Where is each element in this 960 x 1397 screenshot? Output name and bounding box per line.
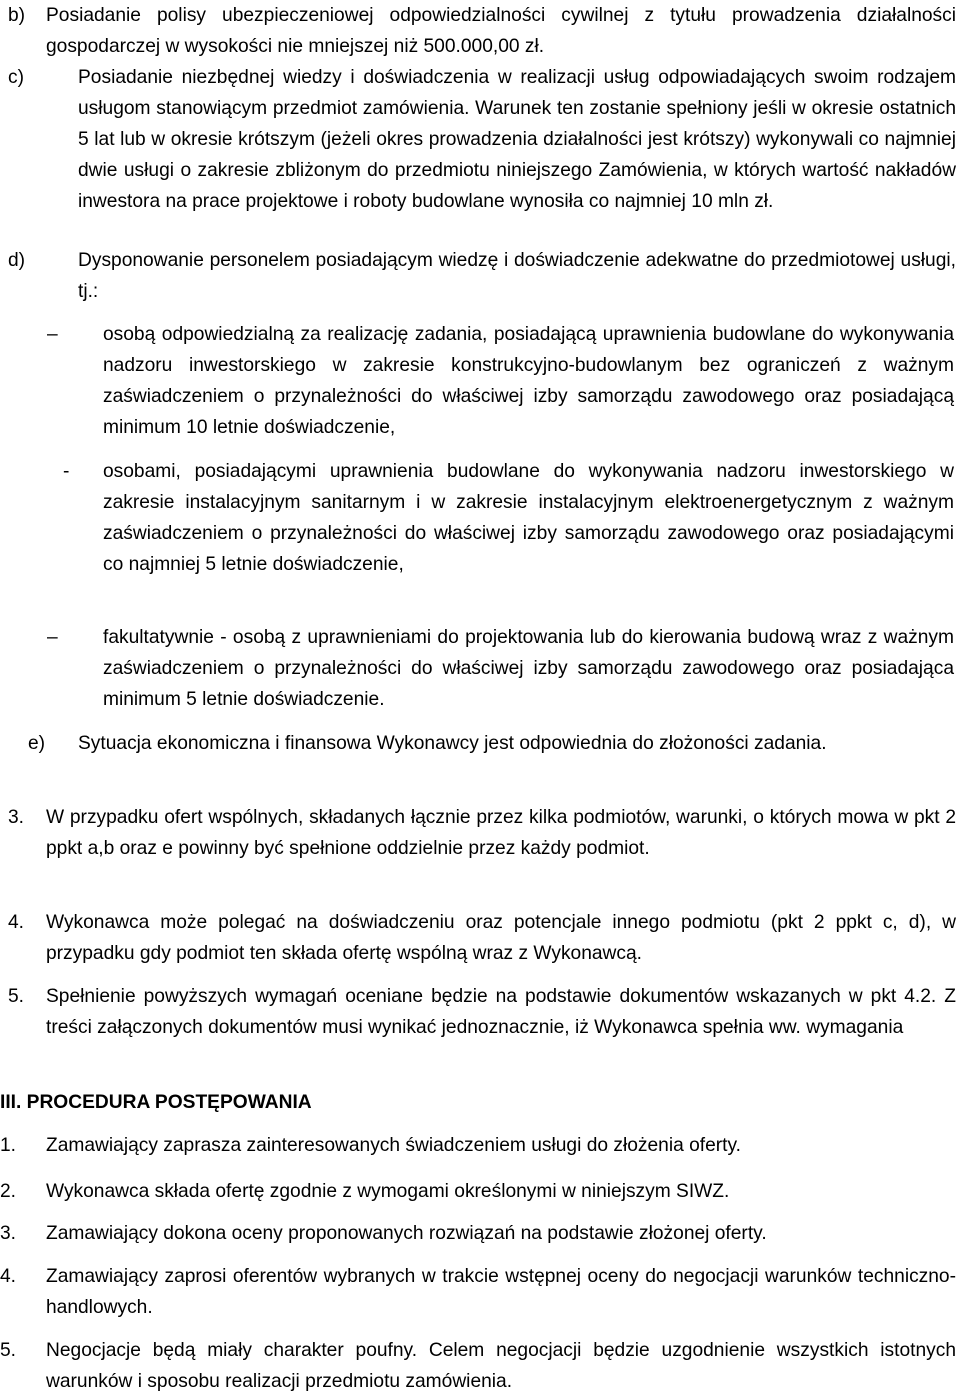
condition-d-text: Dysponowanie personelem posiadającym wiedzę i doświadczenie adekwatne do przedmiotowej usługi, tj.: <box>78 250 956 302</box>
numbered-point <box>8 981 956 1043</box>
condition-d-marker: d) <box>8 250 26 271</box>
numbered-point-text: Wykonawca może polegać na doświadczeniu oraz potencjale innego podmiotu (pkt 2 ppkt c, d), w przypadku gdy podmiot ten składa ofertę wspólną wraz z Wykonawcą. <box>46 912 956 964</box>
personnel-item <box>63 456 954 580</box>
numbered-point <box>8 907 956 969</box>
procedure-item-marker: 1. <box>0 1135 17 1156</box>
numbered-point-text: Spełnienie powyższych wymagań oceniane będzie na podstawie dokumentów wskazanych w pkt 4.2. Z treści załączonych dokumentów musi wynikać jednoznacznie, iż Wykonawca spełnia ww. wymagania <box>46 986 956 1038</box>
condition-c <box>8 62 956 217</box>
procedure-item-text: Zamawiający zaprosi oferentów wybranych w trakcie wstępnej oceny do negocjacji warunków techniczno-handlowych. <box>46 1266 956 1318</box>
condition-e <box>28 728 956 759</box>
numbered-point-text: W przypadku ofert wspólnych, składanych łącznie przez kilka podmiotów, warunki, o których mowa w pkt 2 ppkt a,b oraz e powinny być spełnione oddzielnie przez każdy podmiot. <box>46 807 956 859</box>
personnel-item <box>47 622 954 715</box>
personnel-item-text: osobami, posiadającymi uprawnienia budowlane do wykonywania nadzoru inwestorskiego w zakresie instalacyjnym sanitarnym i w zakresie instalacyjnym elektroenergetycznym z ważnym zaświadczeniem o przynależności do właściwej izby samorządu zawodowego oraz posiadającymi co najmniej 5 letnie doświadczenie, <box>103 461 954 575</box>
procedure-item-marker: 2. <box>0 1181 17 1202</box>
condition-b-marker: b) <box>8 5 26 26</box>
section-heading: III. PROCEDURA POSTĘPOWANIA <box>0 1092 312 1113</box>
procedure-item-marker: 5. <box>0 1340 17 1361</box>
procedure-item-text: Zamawiający zaprasza zainteresowanych świadczeniem usługi do złożenia oferty. <box>46 1135 741 1156</box>
personnel-item <box>47 319 954 443</box>
procedure-item <box>0 1130 956 1161</box>
procedure-item-text: Wykonawca składa ofertę zgodnie z wymogami określonymi w niniejszym SIWZ. <box>46 1181 730 1202</box>
procedure-item <box>0 1218 956 1249</box>
condition-b <box>8 0 956 62</box>
procedure-item-text: Zamawiający dokona oceny proponowanych rozwiązań na podstawie złożonej oferty. <box>46 1223 767 1244</box>
procedure-item-marker: 3. <box>0 1223 17 1244</box>
personnel-item-marker: – <box>47 324 58 345</box>
procedure-item <box>0 1176 956 1207</box>
personnel-item-text: fakultatywnie - osobą z uprawnieniami do projektowania lub do kierowania budową wraz z ważnym zaświadczeniem o przynależności do właściwej izby samorządu zawodowego oraz posiadająca minimum 5 letnie doświadczenie. <box>103 627 954 710</box>
condition-e-text: Sytuacja ekonomiczna i finansowa Wykonawcy jest odpowiednia do złożoności zadania. <box>78 733 827 754</box>
condition-d <box>8 245 956 307</box>
numbered-point-marker: 3. <box>8 807 25 828</box>
numbered-point-marker: 4. <box>8 912 25 933</box>
procedure-item-text: Negocjacje będą miały charakter poufny. Celem negocjacji będzie uzgodnienie wszystkich istotnych warunków i sposobu realizacji przedmiotu zamówienia. <box>46 1340 956 1392</box>
procedure-item <box>0 1261 956 1323</box>
personnel-item-text: osobą odpowiedzialną za realizację zadania, posiadającą uprawnienia budowlane do wykonywania nadzoru inwestorskiego w zakresie konstrukcyjno-budowlanym bez ograniczeń z ważnym zaświadczeniem o przynależności do właściwej izby samorządu zawodowego oraz posiadającą minimum 10 letnie doświadczenie, <box>103 324 954 438</box>
personnel-item-marker: – <box>47 627 58 648</box>
numbered-point <box>8 802 956 864</box>
condition-c-text: Posiadanie niezbędnej wiedzy i doświadczenia w realizacji usług odpowiadających swoim rodzajem usługom stanowiącym przedmiot zamówienia. Warunek ten zostanie spełniony jeśli w okresie ostatnich 5 lat lub w okresie krótszym (jeżeli okres prowadzenia działalności jest krótszy) wykonywali co najmniej dwie usługi o zakresie zbliżonym do przedmiotu niniejszego Zamówienia, w których wartość nakładów inwestora na prace projektowe i roboty budowlane wynosiła co najmniej 10 mln zł. <box>78 67 956 212</box>
procedure-item <box>0 1335 956 1397</box>
numbered-point-marker: 5. <box>8 986 25 1007</box>
procedure-item-marker: 4. <box>0 1266 17 1287</box>
condition-b-text: Posiadanie polisy ubezpieczeniowej odpowiedzialności cywilnej z tytułu prowadzenia działalności gospodarczej w wysokości nie mniejszej niż 500.000,00 zł. <box>46 5 956 57</box>
condition-c-marker: c) <box>8 67 24 88</box>
personnel-item-marker: - <box>63 461 70 482</box>
condition-e-marker: e) <box>28 733 46 754</box>
